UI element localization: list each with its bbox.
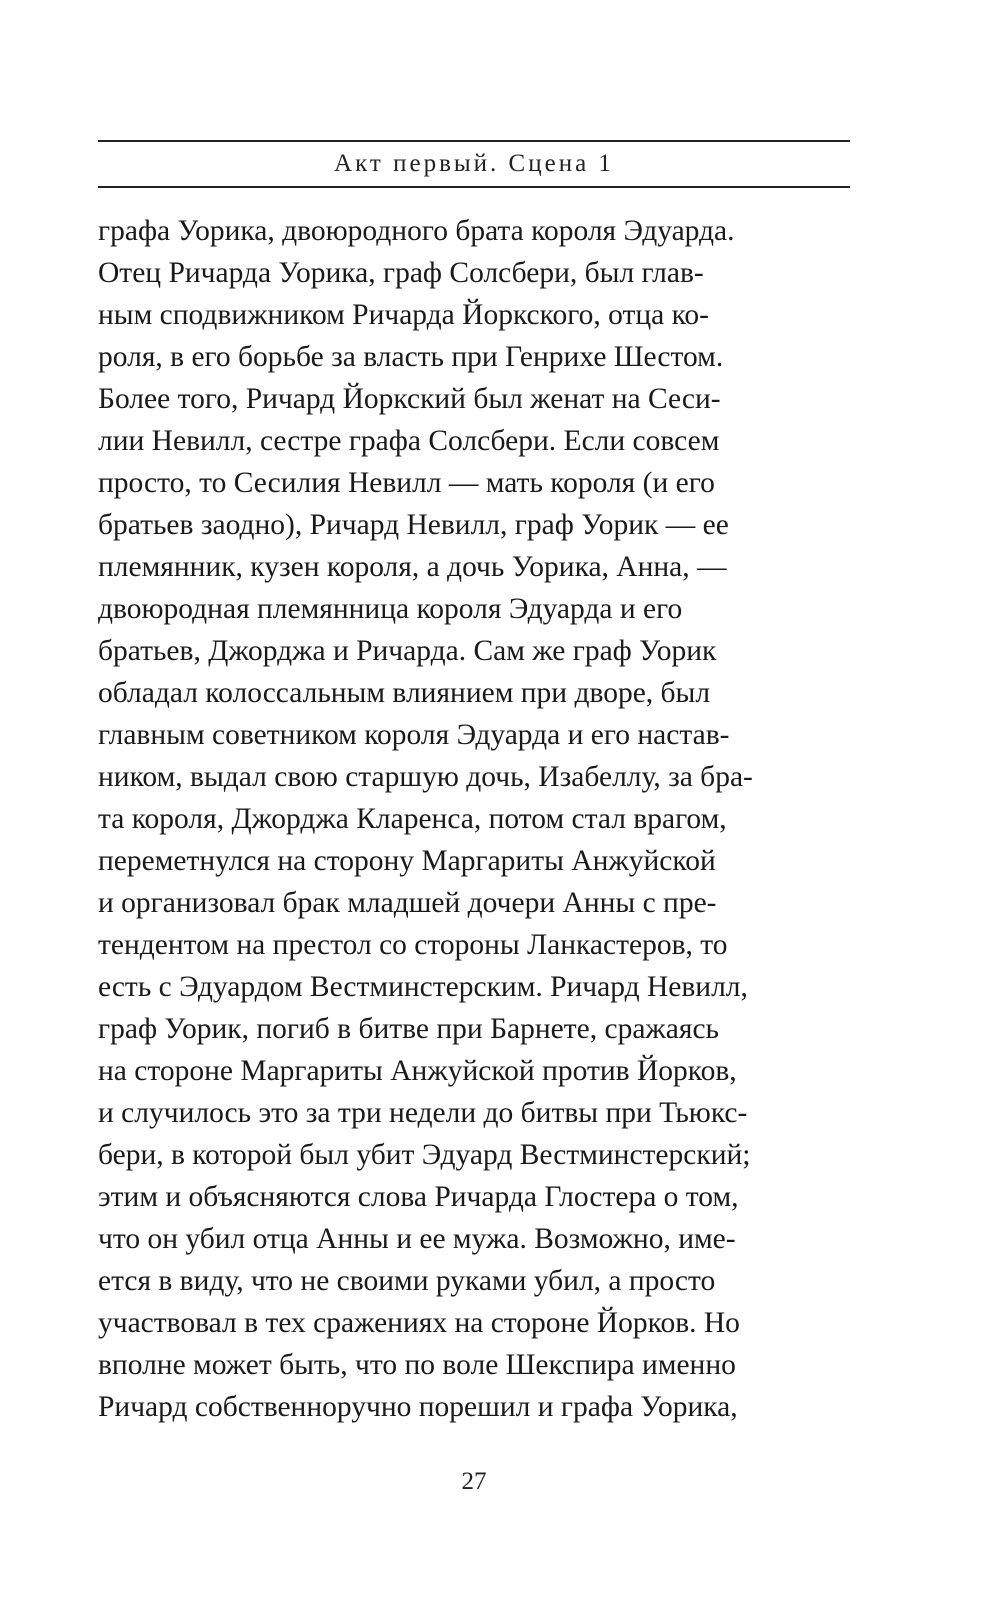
- text-line: что он убил отца Анны и ее мужа. Возможно, име-: [98, 1223, 736, 1255]
- text-line: этим и объясняются слова Ричарда Глостера о том,: [98, 1181, 739, 1213]
- text-line: племянник, кузен короля, а дочь Уорика, Анна, —: [98, 551, 727, 583]
- text-line: обладал колоссальным влиянием при дворе, был: [98, 677, 711, 709]
- text-line: участвовал в тех сражениях на стороне Йорков. Но: [98, 1307, 740, 1339]
- page-number: 27: [461, 1468, 487, 1495]
- text-line: роля, в его борьбе за власть при Генрихе Шестом.: [98, 341, 724, 373]
- text-line: та короля, Джорджа Кларенса, потом стал врагом,: [98, 803, 727, 835]
- text-line: Отец Ричарда Уорика, граф Солсбери, был глав-: [98, 257, 704, 289]
- text-line: графа Уорика, двоюродного брата короля Эдуарда.: [98, 215, 735, 247]
- text-line: тендентом на престол со стороны Ланкастеров, то: [98, 929, 728, 961]
- header-bottom-rule: [98, 186, 850, 188]
- text-line: есть с Эдуардом Вестминстерским. Ричард Невилл,: [98, 971, 748, 1003]
- text-line: переметнулся на сторону Маргариты Анжуйской: [98, 845, 716, 877]
- header-top-rule: [98, 140, 850, 142]
- text-line: и случилось это за три недели до битвы при Тьюкс-: [98, 1097, 748, 1129]
- text-line: на стороне Маргариты Анжуйской против Йорков,: [98, 1055, 737, 1087]
- text-line: главным советником короля Эдуарда и его настав-: [98, 719, 730, 751]
- text-line: Ричард собственноручно порешил и графа Уорика,: [98, 1391, 738, 1423]
- text-line: братьев заодно), Ричард Невилл, граф Уорик — ее: [98, 509, 729, 541]
- text-line: ным сподвижником Ричарда Йоркского, отца ко-: [98, 299, 710, 331]
- text-line: граф Уорик, погиб в битве при Барнете, сражаясь: [98, 1013, 720, 1045]
- text-line: Более того, Ричард Йоркский был женат на Сеси-: [98, 383, 721, 415]
- text-line: ником, выдал свою старшую дочь, Изабеллу, за бра-: [98, 761, 753, 793]
- text-line: и организовал брак младшей дочери Анны с пре-: [98, 887, 717, 919]
- text-line: братьев, Джорджа и Ричарда. Сам же граф Уорик: [98, 635, 717, 667]
- body-text: [98, 210, 850, 1428]
- text-line: просто, то Сесилия Невилл — мать короля (и его: [98, 467, 715, 499]
- text-line: вполне может быть, что по воле Шекспира именно: [98, 1349, 736, 1381]
- running-header: Акт первый. Сцена 1: [334, 150, 614, 177]
- text-line: ется в виду, что не своими руками убил, а просто: [98, 1265, 716, 1297]
- text-line: лии Невилл, сестре графа Солсбери. Если совсем: [98, 425, 720, 457]
- text-line: бери, в которой был убит Эдуард Вестминстерский;: [98, 1139, 751, 1171]
- text-line: двоюродная племянница короля Эдуарда и его: [98, 593, 683, 625]
